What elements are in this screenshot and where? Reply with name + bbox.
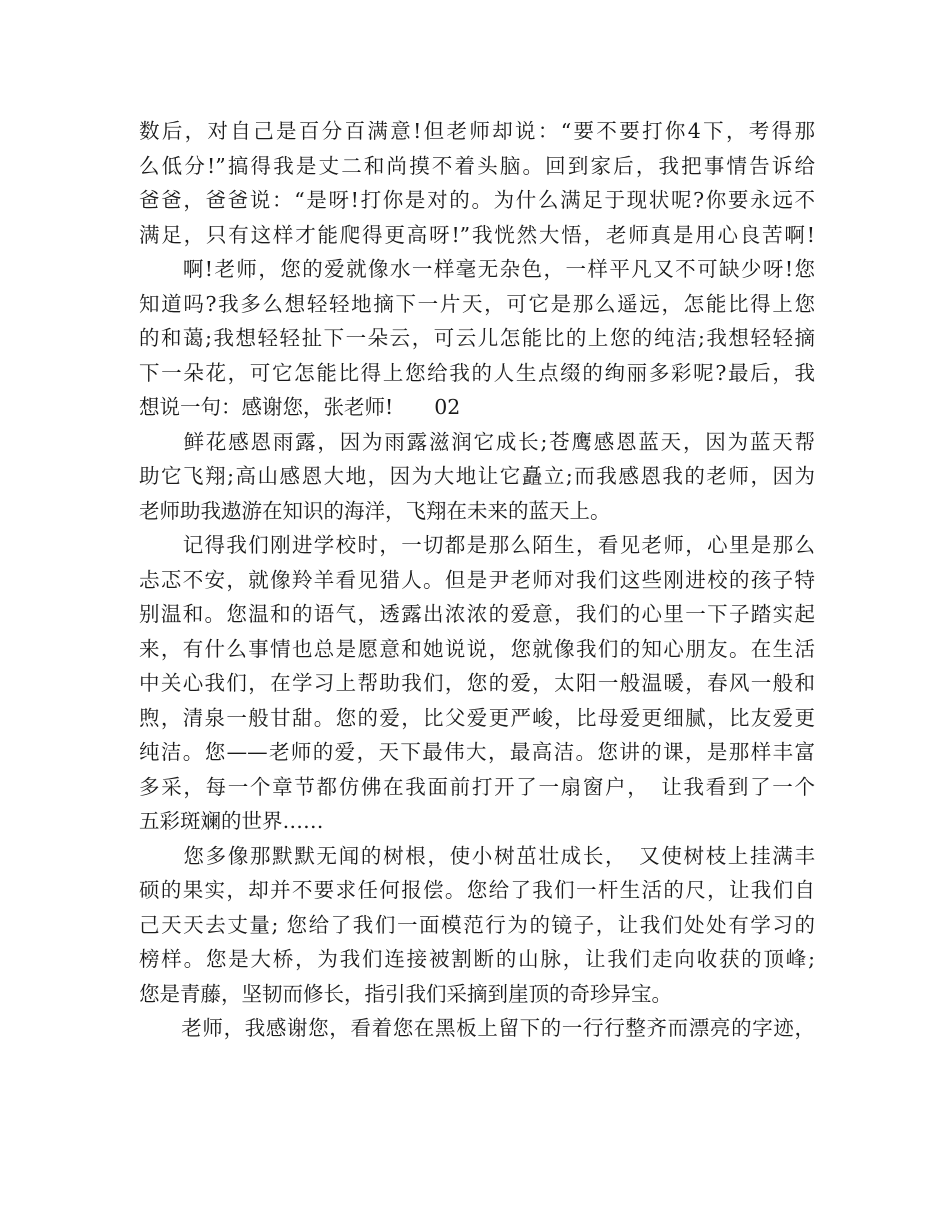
text-line: 己天天去丈量; 您给了我们一面模范行为的镜子，让我们处处有学习的	[139, 912, 815, 937]
text-line: 老师助我遨游在知识的海洋，飞翔在未来的蓝天上。	[139, 498, 611, 523]
text-line: 硕的果实，却并不要求任何报偿。您给了我们一杆生活的尺，让我们自	[139, 878, 815, 902]
text-line: 别温和。您温和的语气，透露出浓浓的爱意，我们的心里一下子踏实起	[139, 602, 815, 626]
text-line: 满足，只有这样才能爬得更高呀!”我恍然大悟，老师真是用心良苦啊!	[139, 222, 815, 247]
text-line: 助它飞翔;高山感恩大地，因为大地让它矗立;而我感恩我的老师，因为	[139, 464, 815, 488]
text-line: 您是青藤，坚韧而修长，指引我们采摘到崖顶的奇珍异宝。	[139, 981, 672, 1006]
text-line: 五彩斑斓的世界……	[139, 809, 324, 833]
text-line: 忐忑不安，就像羚羊看见猎人。但是尹老师对我们这些刚进校的孩子特	[139, 567, 815, 592]
text-line: 榜样。您是大桥，为我们连接被割断的山脉，让我们走向收获的顶峰;	[139, 947, 815, 971]
text-line: 知道吗?我多么想轻轻地摘下一片天，可它是那么遥远，怎能比得上您	[139, 291, 815, 316]
text-line: 您多像那默默无闻的树根，使小树茁壮成长， 又使树枝上挂满丰	[139, 843, 815, 868]
document-body	[139, 114, 815, 1046]
text-line: 爸爸，爸爸说：“是呀!打你是对的。为什么满足于现状呢?你要永远不	[139, 188, 815, 212]
text-line: 来，有什么事情也总是愿意和她说说，您就像我们的知心朋友。在生活	[139, 636, 815, 661]
text-line: 纯洁。您——老师的爱，天下最伟大，最高洁。您讲的课，是那样丰富	[139, 740, 815, 764]
text-line: 下一朵花，可它怎能比得上您给我的人生点缀的绚丽多彩呢?最后，我	[139, 360, 815, 385]
text-line: 的和蔼;我想轻轻扯下一朵云，可云儿怎能比的上您的纯洁;我想轻轻摘	[139, 326, 815, 350]
text-line: 想说一句：感谢您，张老师! 02	[139, 395, 461, 419]
text-line: 数后，对自己是百分百满意!但老师却说：“要不要打你4下，考得那	[139, 119, 815, 143]
text-line: 啊!老师，您的爱就像水一样毫无杂色，一样平凡又不可缺少呀!您	[139, 257, 815, 281]
text-line: 煦，清泉一般甘甜。您的爱，比父爱更严峻，比母爱更细腻，比友爱更	[139, 705, 815, 730]
text-line: 多采，每一个章节都仿佛在我面前打开了一扇窗户， 让我看到了一个	[139, 774, 815, 799]
text-line: 鲜花感恩雨露，因为雨露滋润它成长;苍鹰感恩蓝天，因为蓝天帮	[139, 429, 815, 454]
text-line: 老师，我感谢您，看着您在黑板上留下的一行行整齐而漂亮的字迹，	[139, 1016, 815, 1040]
text-line: 记得我们刚进学校时，一切都是那么陌生，看见老师，心里是那么	[139, 533, 815, 557]
text-line: 么低分!”搞得我是丈二和尚摸不着头脑。回到家后，我把事情告诉给	[139, 153, 815, 178]
text-line: 中关心我们，在学习上帮助我们，您的爱，太阳一般温暖，春风一般和	[139, 671, 815, 695]
